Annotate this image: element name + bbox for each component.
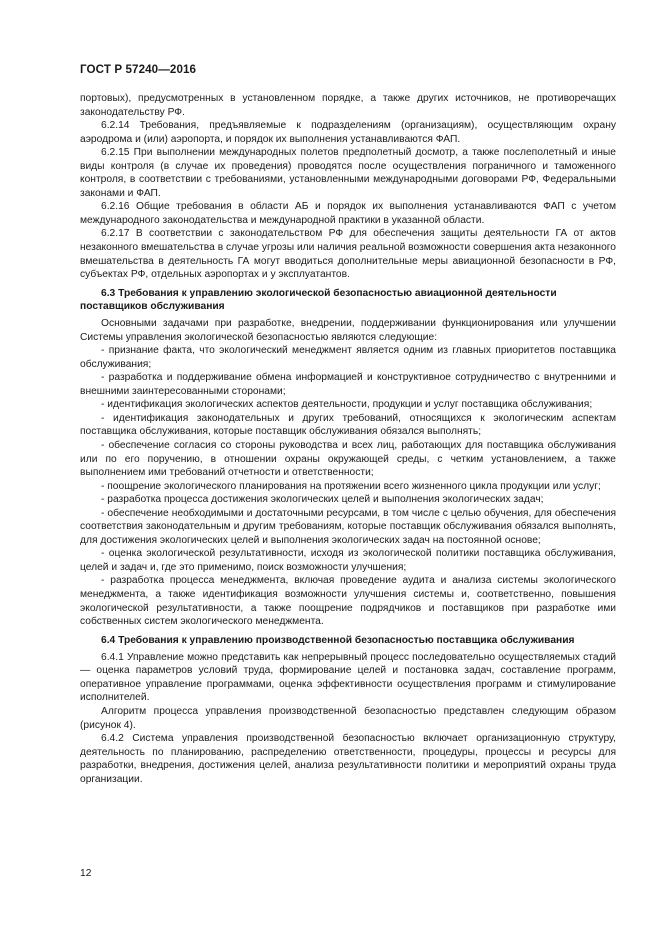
list-item: - идентификация законодательных и других требований, относящихся к экологическим аспектам поставщика обслуживания, которые поставщик обслуживания обязался выполнять; [80, 412, 616, 438]
section-title-6-3: 6.3 Требования к управлению экологической безопасностью авиационной деятельности поставщиков обслуживания [80, 287, 557, 312]
list-item: - идентификация экологических аспектов деятельности, продукции и услуг поставщика обслуживания; [101, 399, 593, 411]
list-item: - разработка процесса достижения экологических целей и выполнения экологических задач; [101, 494, 544, 506]
clause-6-2-14: 6.2.14 Требования, предъявляемые к подразделениям (организациям), осуществляющим охрану аэродрома и (или) аэропорта, и порядок их выполнения устанавливаются ФАП. [80, 120, 616, 145]
algorithm-paragraph: Алгоритм процесса управления производственной безопасностью представлен следующим образом (рисунок 4). [80, 706, 616, 731]
list-item: - разработка процесса менеджмента, включая проведение аудита и анализа системы экологического менеджмента, а также идентификация возможности улучшения системы и, соответственно, повышения экологической результативности, а также поощрение подрядчиков и поставщиков при разработке ими собственных систем экологического менеджмента. [80, 575, 616, 628]
clause-6-2-17: 6.2.17 В соответствии с законодательством РФ для обеспечения защиты деятельности ГА от актов незаконного вмешательства в случае угрозы или наличия реальной возможности совершения акта незаконного вмешательства в деятельность ГА могут вводиться дополнительные меры авиационной безопасности в РФ, субъектах РФ, отдельных аэропортах и у эксплуатантов. [80, 228, 616, 281]
list-item: - оценка экологической результативности, исходя из экологической политики поставщика обслуживания, целей и задач и, где это применимо, поиск возможности улучшения; [80, 548, 616, 573]
page-number: 12 [80, 868, 92, 879]
clause-6-2-15: 6.2.15 При выполнении международных полетов предполетный досмотр, а также послеполетный и иные виды контроля (в случае их проведения) проводятся после осуществления пограничного и таможенного контроля, в соответствии с требованиями, установленными международными договорами РФ, Федеральными законами и ФАП. [80, 147, 616, 199]
list-item: - признание факта, что экологический менеджмент является одним из главных приоритетов поставщика обслуживания; [80, 345, 616, 370]
clause-6-2-16: 6.2.16 Общие требования в области АБ и порядок их выполнения устанавливаются ФАП с учетом международного законодательства и международной практики в указанной области. [80, 201, 616, 226]
clause-6-4-1: 6.4.1 Управление можно представить как непрерывный процесс последовательно осуществляемых стадий — оценка параметров условий труда, формирование целей и постановка задач, составление программ, оперативное управление программами, оценка эффективности осуществления программ и стимулирование исполнителей. [80, 651, 616, 704]
document-body [80, 92, 616, 786]
clause-6-4-2: 6.4.2 Система управления производственной безопасностью включает организационную структуру, деятельность по планированию, распределению ответственности, процедуры, процессы и ресурсы для разработки, внедрения, достижения целей, анализа результативности политики и мероприятий охраны труда организации. [80, 733, 616, 785]
document-header: ГОСТ Р 57240—2016 [80, 63, 197, 76]
list-item: - разработка и поддерживание обмена информацией и конструктивное сотрудничество с внутренними и внешними заинтересованными сторонами; [80, 372, 616, 397]
list-item: - обеспечение необходимыми и достаточными ресурсами, в том числе с целью обучения, для обеспечения соответствия законодательным и другим требованиям, которые поставщик обслуживания обязался выполнять, для достижения экологических целей и выполнения экологических задач на постоянной основе; [80, 507, 616, 546]
paragraph-continuation: портовых), предусмотренных в установленном порядке, а также других источников, не противоречащих законодательству РФ. [80, 93, 616, 118]
list-item: - поощрение экологического планирования на протяжении всего жизненного цикла продукции или услуг; [101, 480, 601, 492]
section-6-3-intro: Основными задачами при разработке, внедрении, поддерживании функционирования или улучшении Системы управления экологической безопасностью являются следующие: [80, 318, 616, 343]
list-item: - обеспечение согласия со стороны руководства и всех лиц, работающих для поставщика обслуживания или по его поручению, в отношении охраны окружающей среды, с четким установлением, а также выполнением ими требований отчетности и ответственности; [80, 439, 616, 479]
section-title-6-4: 6.4 Требования к управлению производственной безопасностью поставщика обслуживания [101, 634, 575, 646]
